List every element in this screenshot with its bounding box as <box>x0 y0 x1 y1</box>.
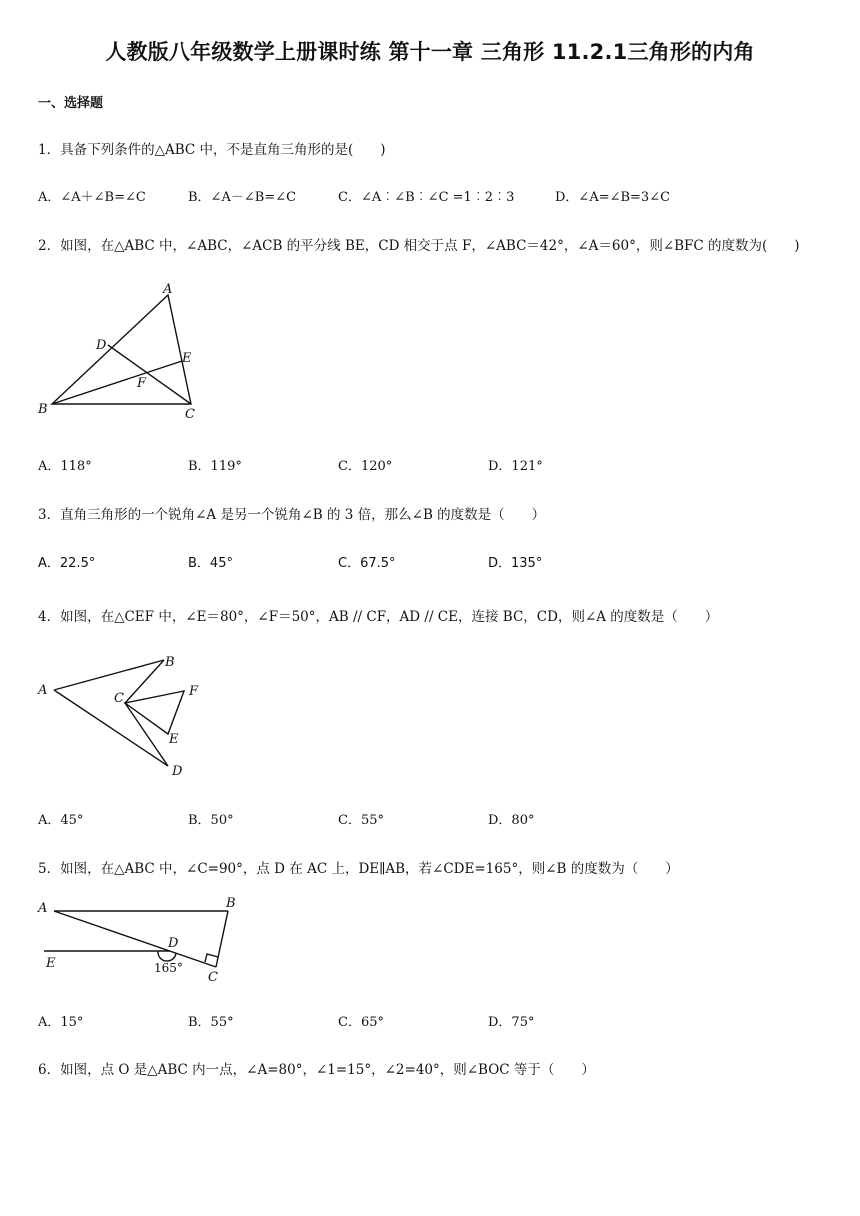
q3-option-c: C．67.5° <box>338 556 396 571</box>
q4-label-a: A <box>38 683 48 698</box>
q5-label-b: B <box>226 896 236 911</box>
q4-option-d: D．80° <box>488 813 535 828</box>
q3-option-a: A．22.5° <box>38 556 96 571</box>
q4-option-a: A．45° <box>38 813 84 828</box>
section-heading: 一、选择题 <box>38 96 104 111</box>
q4-option-c: C．55° <box>338 813 384 828</box>
q1-option-c: C．∠A︰∠B︰∠C =1︰2︰3 <box>338 190 515 205</box>
q4-label-c: C <box>114 691 124 706</box>
q5-label-e: E <box>46 956 56 971</box>
q4-label-e: E <box>169 732 179 747</box>
q2-option-c: C．120° <box>338 459 393 474</box>
question-3-text: 3．直角三角形的一个锐角∠A 是另一个锐角∠B 的 3 倍，那么∠B 的度数是（ ） <box>38 507 546 523</box>
q2-label-a: A <box>163 282 173 297</box>
q5-option-c: C．65° <box>338 1015 384 1030</box>
q1-option-a: A．∠A＋∠B=∠C <box>38 190 146 205</box>
q4-label-d: D <box>172 764 183 779</box>
q5-option-b: B．55° <box>188 1015 234 1030</box>
q5-label-c: C <box>208 970 218 985</box>
q4-label-f: F <box>189 684 199 699</box>
q2-label-d: D <box>96 338 107 353</box>
q3-option-b: B．45° <box>188 556 233 571</box>
q4-option-b: B．50° <box>188 813 234 828</box>
q2-option-b: B．119° <box>188 459 242 474</box>
q4-label-b: B <box>165 655 175 670</box>
q5-option-a: A．15° <box>38 1015 84 1030</box>
q2-label-b: B <box>38 402 48 417</box>
q5-label-d: D <box>168 936 179 951</box>
q5-label-angle: 165° <box>154 961 183 975</box>
q2-label-c: C <box>185 407 195 422</box>
question-6-text: 6．如图，点 O 是△ABC 内一点，∠A=80°，∠1=15°，∠2=40°，则∠BOC 等于（ ） <box>38 1062 595 1078</box>
page-title: 人教版八年级数学上册课时练 第十一章 三角形 11.2.1三角形的内角 <box>105 40 755 64</box>
q1-option-d: D．∠A=∠B=3∠C <box>555 190 671 205</box>
q1-option-b: B．∠A－∠B=∠C <box>188 190 297 205</box>
question-1-text: 1．具备下列条件的△ABC 中，不是直角三角形的是( ) <box>38 142 386 158</box>
question-5-text: 5．如图，在△ABC 中，∠C=90°，点 D 在 AC 上，DE∥AB，若∠CDE=165°，则∠B 的度数为（ ） <box>38 861 679 877</box>
q2-option-a: A．118° <box>38 459 92 474</box>
q5-option-d: D．75° <box>488 1015 535 1030</box>
q2-option-d: D．121° <box>488 459 543 474</box>
q5-label-a: A <box>38 901 48 916</box>
question-2-text: 2．如图，在△ABC 中，∠ABC，∠ACB 的平分线 BE，CD 相交于点 F，∠ABC＝42°，∠A＝60°，则∠BFC 的度数为( ) <box>38 238 800 254</box>
q3-option-d: D．135° <box>488 556 543 571</box>
question-4-text: 4．如图，在△CEF 中，∠E＝80°，∠F＝50°，AB // CF，AD // CE，连接 BC，CD，则∠A 的度数是（ ） <box>38 609 719 625</box>
q2-label-e: E <box>182 351 192 366</box>
q2-label-f: F <box>137 376 147 391</box>
